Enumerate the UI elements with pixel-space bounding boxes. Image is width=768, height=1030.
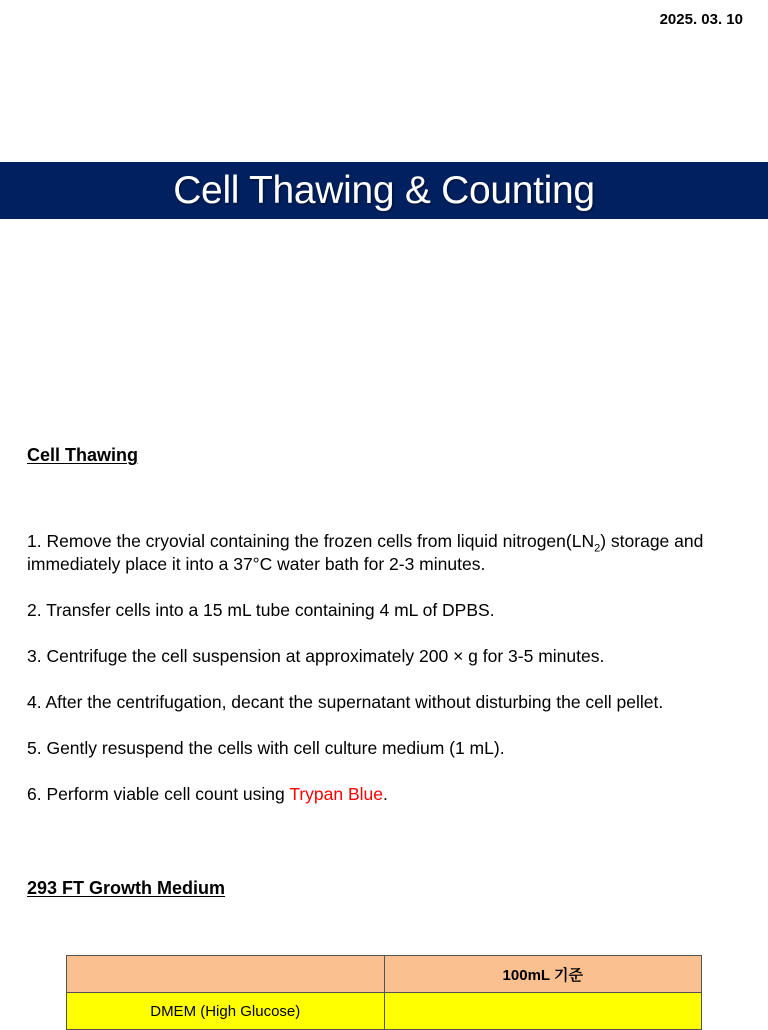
table-header-cell: 100mL 기준: [384, 956, 702, 993]
thawing-steps-list: [27, 530, 757, 829]
title-banner: [0, 162, 768, 219]
section-heading-cell-thawing: Cell Thawing: [27, 445, 139, 465]
step-item: 5. Gently resuspend the cells with cell culture medium (1 mL).: [27, 738, 505, 758]
growth-medium-table: [66, 955, 702, 1030]
table-cell: DMEM (High Glucose): [67, 993, 385, 1030]
trypan-blue-highlight: Trypan Blue: [289, 784, 384, 804]
step-item: 1. Remove the cryovial containing the frozen cells from liquid $nitrogen(LN_2)$ storage and immediately place it into a 37°C water bath for 2-3 minutes.: [27, 531, 704, 574]
date-label: 2025. 03. 10: [659, 11, 743, 28]
step-item: 6. Perform viable cell count using Trypan Blue.: [27, 784, 388, 804]
step-item: 2. Transfer cells into a 15 mL tube containing 4 mL of DPBS.: [27, 600, 495, 620]
step-item: 4. After the centrifugation, decant the supernatant without disturbing the cell pellet.: [27, 692, 664, 712]
section-heading-growth-medium: 293 FT Growth Medium: [27, 878, 226, 898]
table-header-row: [67, 956, 702, 993]
table-header-cell: [67, 956, 385, 993]
page-title: Cell Thawing & Counting: [173, 168, 595, 212]
step-item: 3. Centrifuge the cell suspension at approximately 200 × g for 3-5 minutes.: [27, 646, 605, 666]
